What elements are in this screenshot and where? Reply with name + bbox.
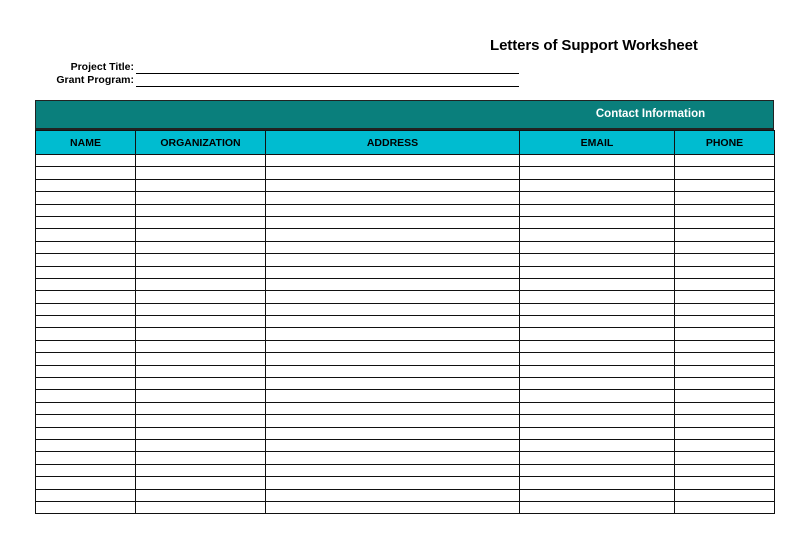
- phone-cell[interactable]: [675, 439, 775, 451]
- address-cell[interactable]: [266, 216, 520, 228]
- organization-cell[interactable]: [136, 439, 266, 451]
- name-cell[interactable]: [36, 464, 136, 476]
- email-cell[interactable]: [520, 155, 675, 167]
- organization-cell[interactable]: [136, 266, 266, 278]
- phone-cell[interactable]: [675, 415, 775, 427]
- address-cell[interactable]: [266, 340, 520, 352]
- column-header-email: EMAIL: [520, 131, 675, 155]
- email-cell[interactable]: [520, 192, 675, 204]
- address-cell[interactable]: [266, 353, 520, 365]
- phone-cell[interactable]: [675, 365, 775, 377]
- phone-cell[interactable]: [675, 427, 775, 439]
- address-cell[interactable]: [266, 378, 520, 390]
- phone-cell[interactable]: [675, 204, 775, 216]
- address-cell[interactable]: [266, 155, 520, 167]
- address-cell[interactable]: [266, 390, 520, 402]
- organization-cell[interactable]: [136, 155, 266, 167]
- column-header-phone: PHONE: [675, 131, 775, 155]
- grant-program-field[interactable]: [136, 86, 519, 87]
- address-cell[interactable]: [266, 266, 520, 278]
- address-cell[interactable]: [266, 278, 520, 290]
- phone-cell[interactable]: [675, 179, 775, 191]
- email-cell[interactable]: [520, 291, 675, 303]
- name-cell[interactable]: [36, 415, 136, 427]
- email-cell[interactable]: [520, 216, 675, 228]
- worksheet-title: Letters of Support Worksheet: [490, 37, 698, 54]
- organization-cell[interactable]: [136, 179, 266, 191]
- email-cell[interactable]: [520, 501, 675, 513]
- organization-cell[interactable]: [136, 278, 266, 290]
- column-header-name: NAME: [36, 131, 136, 155]
- email-cell[interactable]: [520, 204, 675, 216]
- organization-cell[interactable]: [136, 192, 266, 204]
- address-cell[interactable]: [266, 291, 520, 303]
- address-cell[interactable]: [266, 204, 520, 216]
- table-row: [36, 365, 775, 377]
- table-row: [36, 266, 775, 278]
- email-cell[interactable]: [520, 340, 675, 352]
- organization-cell[interactable]: [136, 328, 266, 340]
- phone-cell[interactable]: [675, 266, 775, 278]
- phone-cell[interactable]: [675, 340, 775, 352]
- address-cell[interactable]: [266, 365, 520, 377]
- name-cell[interactable]: [36, 155, 136, 167]
- table-row: [36, 427, 775, 439]
- phone-cell[interactable]: [675, 241, 775, 253]
- grant-program-label: Grant Program:: [56, 74, 134, 86]
- organization-cell[interactable]: [136, 365, 266, 377]
- address-cell[interactable]: [266, 229, 520, 241]
- name-cell[interactable]: [36, 489, 136, 501]
- email-cell[interactable]: [520, 316, 675, 328]
- email-cell[interactable]: [520, 229, 675, 241]
- email-cell[interactable]: [520, 328, 675, 340]
- organization-cell[interactable]: [136, 415, 266, 427]
- address-cell[interactable]: [266, 402, 520, 414]
- address-cell[interactable]: [266, 179, 520, 191]
- name-cell[interactable]: [36, 266, 136, 278]
- table-row: [36, 439, 775, 451]
- email-cell[interactable]: [520, 365, 675, 377]
- address-cell[interactable]: [266, 254, 520, 266]
- address-cell[interactable]: [266, 192, 520, 204]
- phone-cell[interactable]: [675, 167, 775, 179]
- phone-cell[interactable]: [675, 155, 775, 167]
- organization-cell[interactable]: [136, 241, 266, 253]
- phone-cell[interactable]: [675, 216, 775, 228]
- table-header-row: [36, 131, 775, 155]
- organization-cell[interactable]: [136, 452, 266, 464]
- organization-cell[interactable]: [136, 390, 266, 402]
- phone-cell[interactable]: [675, 402, 775, 414]
- address-cell[interactable]: [266, 501, 520, 513]
- table-row: [36, 179, 775, 191]
- name-cell[interactable]: [36, 365, 136, 377]
- table-row: [36, 378, 775, 390]
- name-cell[interactable]: [36, 353, 136, 365]
- organization-cell[interactable]: [136, 501, 266, 513]
- name-cell[interactable]: [36, 167, 136, 179]
- phone-cell[interactable]: [675, 464, 775, 476]
- organization-cell[interactable]: [136, 316, 266, 328]
- phone-cell[interactable]: [675, 291, 775, 303]
- email-cell[interactable]: [520, 303, 675, 315]
- phone-cell[interactable]: [675, 390, 775, 402]
- address-cell[interactable]: [266, 452, 520, 464]
- organization-cell[interactable]: [136, 477, 266, 489]
- project-title-field[interactable]: [136, 73, 519, 74]
- name-cell[interactable]: [36, 241, 136, 253]
- address-cell[interactable]: [266, 477, 520, 489]
- name-cell[interactable]: [36, 192, 136, 204]
- table-row: [36, 340, 775, 352]
- organization-cell[interactable]: [136, 291, 266, 303]
- name-cell[interactable]: [36, 390, 136, 402]
- name-cell[interactable]: [36, 179, 136, 191]
- email-cell[interactable]: [520, 390, 675, 402]
- organization-cell[interactable]: [136, 167, 266, 179]
- address-cell[interactable]: [266, 489, 520, 501]
- phone-cell[interactable]: [675, 353, 775, 365]
- address-cell[interactable]: [266, 316, 520, 328]
- name-cell[interactable]: [36, 477, 136, 489]
- email-cell[interactable]: [520, 278, 675, 290]
- table-row: [36, 402, 775, 414]
- name-cell[interactable]: [36, 340, 136, 352]
- table-row: [36, 353, 775, 365]
- organization-cell[interactable]: [136, 204, 266, 216]
- address-cell[interactable]: [266, 328, 520, 340]
- organization-cell[interactable]: [136, 489, 266, 501]
- table-row: [36, 464, 775, 476]
- organization-cell[interactable]: [136, 378, 266, 390]
- name-cell[interactable]: [36, 291, 136, 303]
- name-cell[interactable]: [36, 501, 136, 513]
- table-row: [36, 204, 775, 216]
- name-cell[interactable]: [36, 378, 136, 390]
- table-row: [36, 452, 775, 464]
- table-row: [36, 229, 775, 241]
- organization-cell[interactable]: [136, 254, 266, 266]
- name-cell[interactable]: [36, 278, 136, 290]
- name-cell[interactable]: [36, 427, 136, 439]
- organization-cell[interactable]: [136, 340, 266, 352]
- column-header-organization: ORGANIZATION: [136, 131, 266, 155]
- phone-cell[interactable]: [675, 452, 775, 464]
- email-cell[interactable]: [520, 167, 675, 179]
- phone-cell[interactable]: [675, 229, 775, 241]
- table-row: [36, 291, 775, 303]
- address-cell[interactable]: [266, 464, 520, 476]
- organization-cell[interactable]: [136, 353, 266, 365]
- phone-cell[interactable]: [675, 378, 775, 390]
- column-header-address: ADDRESS: [266, 131, 520, 155]
- table-row: [36, 316, 775, 328]
- email-cell[interactable]: [520, 241, 675, 253]
- organization-cell[interactable]: [136, 216, 266, 228]
- contacts-table: [35, 130, 775, 514]
- email-cell[interactable]: [520, 452, 675, 464]
- address-cell[interactable]: [266, 241, 520, 253]
- name-cell[interactable]: [36, 439, 136, 451]
- phone-cell[interactable]: [675, 328, 775, 340]
- address-cell[interactable]: [266, 303, 520, 315]
- email-cell[interactable]: [520, 254, 675, 266]
- email-cell[interactable]: [520, 415, 675, 427]
- phone-cell[interactable]: [675, 254, 775, 266]
- organization-cell[interactable]: [136, 427, 266, 439]
- email-cell[interactable]: [520, 464, 675, 476]
- organization-cell[interactable]: [136, 402, 266, 414]
- name-cell[interactable]: [36, 254, 136, 266]
- phone-cell[interactable]: [675, 501, 775, 513]
- name-cell[interactable]: [36, 229, 136, 241]
- name-cell[interactable]: [36, 328, 136, 340]
- organization-cell[interactable]: [136, 229, 266, 241]
- phone-cell[interactable]: [675, 489, 775, 501]
- phone-cell[interactable]: [675, 192, 775, 204]
- table-row: [36, 390, 775, 402]
- contact-information-label: Contact Information: [595, 108, 706, 120]
- email-cell[interactable]: [520, 266, 675, 278]
- project-title-label: Project Title:: [70, 61, 134, 73]
- table-row: [36, 216, 775, 228]
- table-row: [36, 278, 775, 290]
- name-cell[interactable]: [36, 204, 136, 216]
- email-cell[interactable]: [520, 353, 675, 365]
- name-cell[interactable]: [36, 316, 136, 328]
- email-cell[interactable]: [520, 378, 675, 390]
- email-cell[interactable]: [520, 439, 675, 451]
- table-row: [36, 167, 775, 179]
- email-cell[interactable]: [520, 179, 675, 191]
- email-cell[interactable]: [520, 477, 675, 489]
- table-row: [36, 489, 775, 501]
- email-cell[interactable]: [520, 402, 675, 414]
- organization-cell[interactable]: [136, 464, 266, 476]
- address-cell[interactable]: [266, 415, 520, 427]
- phone-cell[interactable]: [675, 477, 775, 489]
- table-row: [36, 303, 775, 315]
- phone-cell[interactable]: [675, 316, 775, 328]
- table-row: [36, 477, 775, 489]
- name-cell[interactable]: [36, 402, 136, 414]
- table-row: [36, 254, 775, 266]
- table-row: [36, 241, 775, 253]
- table-row: [36, 155, 775, 167]
- name-cell[interactable]: [36, 452, 136, 464]
- organization-cell[interactable]: [136, 303, 266, 315]
- address-cell[interactable]: [266, 439, 520, 451]
- table-row: [36, 328, 775, 340]
- contact-information-banner: [35, 100, 774, 130]
- phone-cell[interactable]: [675, 303, 775, 315]
- address-cell[interactable]: [266, 427, 520, 439]
- email-cell[interactable]: [520, 427, 675, 439]
- email-cell[interactable]: [520, 489, 675, 501]
- name-cell[interactable]: [36, 216, 136, 228]
- phone-cell[interactable]: [675, 278, 775, 290]
- table-row: [36, 415, 775, 427]
- table-row: [36, 192, 775, 204]
- address-cell[interactable]: [266, 167, 520, 179]
- table-row: [36, 501, 775, 513]
- name-cell[interactable]: [36, 303, 136, 315]
